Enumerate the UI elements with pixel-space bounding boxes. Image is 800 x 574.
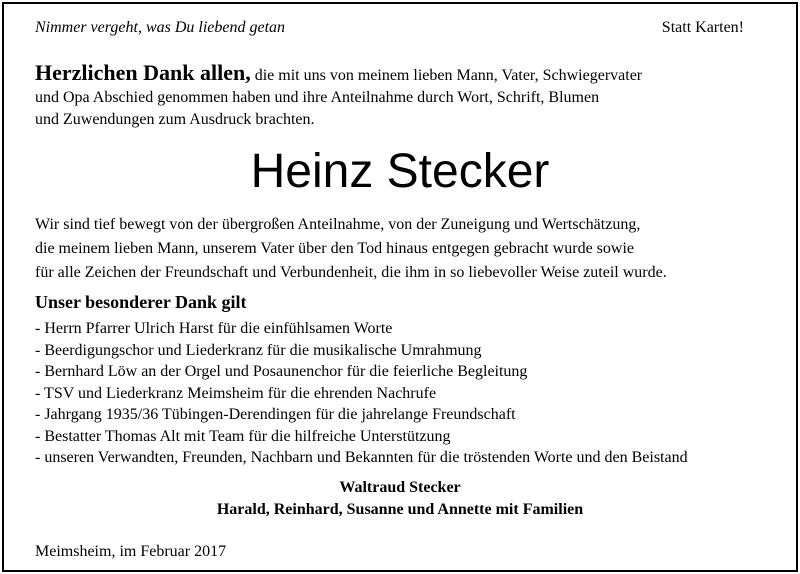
notice-text: Statt Karten!: [661, 19, 744, 36]
gratitude-paragraph: [35, 213, 775, 285]
list-item: - Bestatter Thomas Alt mit Team für die hilfreiche Unterstützung: [35, 427, 451, 445]
signature-widow: Waltraud Stecker: [339, 479, 461, 496]
special-thanks-list: [35, 318, 795, 469]
gratitude-line-2: die meinem lieben Mann, unserem Vater über den Tod hinaus entgegen gebracht wurde sowie: [35, 240, 634, 257]
deceased-name: Heinz Stecker: [250, 145, 550, 198]
list-item: - Beerdigungschor und Liederkranz für die musikalische Umrahmung: [35, 341, 482, 359]
gratitude-line-3: für alle Zeichen der Freundschaft und Verbundenheit, die ihm in so liebevoller Weise zuteil wurde.: [35, 264, 667, 281]
obituary-card: [2, 2, 798, 572]
special-thanks-heading: Unser besonderer Dank gilt: [35, 292, 247, 312]
list-item: - Bernhard Löw an der Orgel und Posaunenchor für die feierliche Begleitung: [35, 363, 528, 380]
intro-line-2: und Opa Abschied genommen haben und ihre Anteilnahme durch Wort, Schrift, Blumen: [35, 89, 600, 106]
place-date: Meimsheim, im Februar 2017: [35, 543, 227, 560]
gratitude-line-1: Wir sind tief bewegt von der übergroßen Anteilnahme, von der Zuneigung und Wertschätzung,: [35, 216, 641, 233]
signature-family: Harald, Reinhard, Susanne und Annette mit Familien: [216, 501, 584, 518]
intro-lead: Herzlichen Dank allen,: [35, 60, 251, 85]
list-item: - Herrn Pfarrer Ulrich Harst für die einfühlsamen Worte: [35, 320, 393, 337]
list-item: - unseren Verwandten, Freunden, Nachbarn und Bekannten für die tröstenden Worte und den Beistand: [35, 449, 688, 466]
intro-line-1: die mit uns von meinem lieben Mann, Vater, Schwiegervater: [250, 67, 643, 84]
list-item: - TSV und Liederkranz Meimsheim für die ehrenden Nachrufe: [35, 384, 437, 402]
intro-line-3: und Zuwendungen zum Ausdruck brachten.: [35, 111, 315, 128]
list-item: - Jahrgang 1935/36 Tübingen-Derendingen für die jahrelange Freundschaft: [35, 406, 516, 423]
intro-paragraph: [35, 62, 765, 131]
motto: Nimmer vergeht, was Du liebend getan: [35, 19, 286, 36]
